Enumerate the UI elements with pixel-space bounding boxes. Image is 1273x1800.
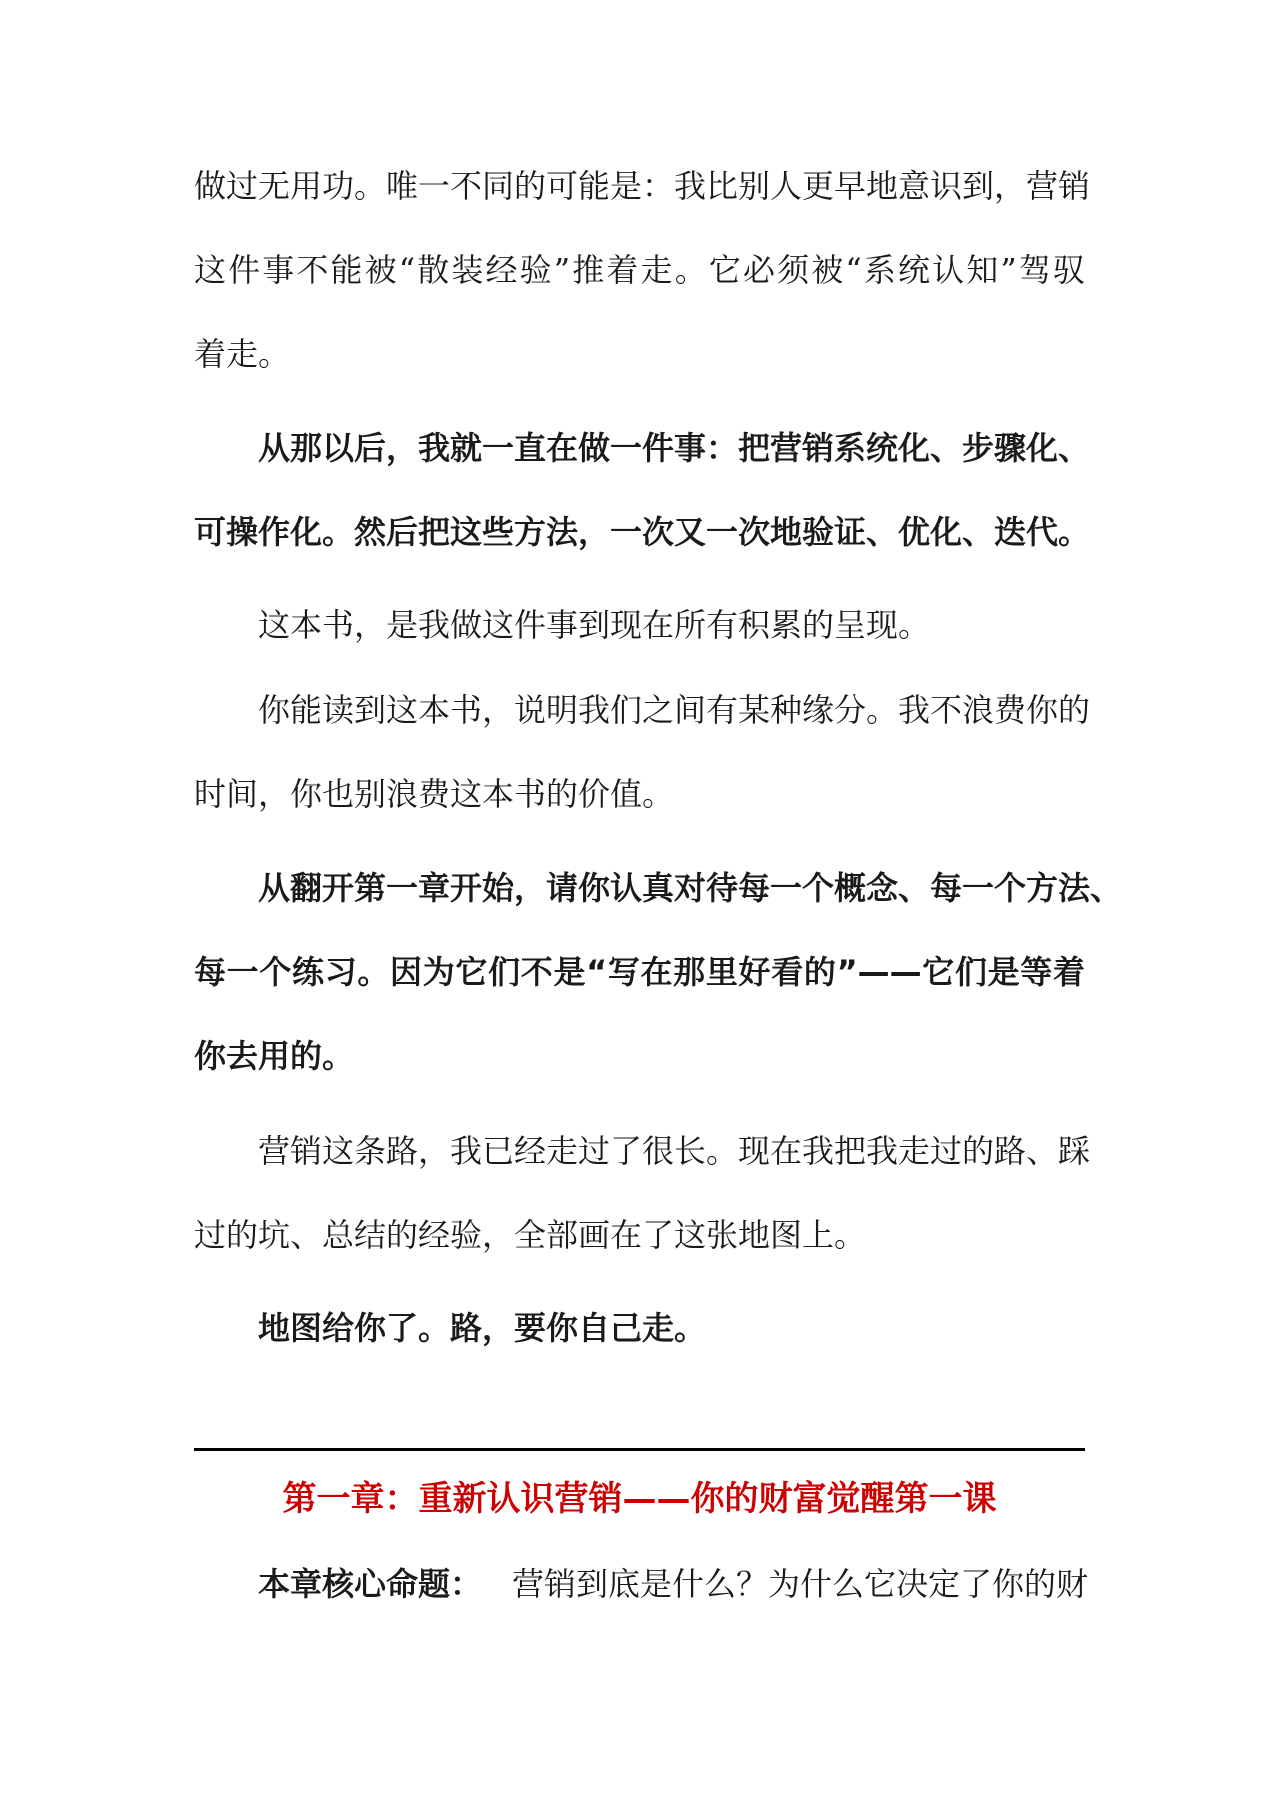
core-proposition-label: 本章核心命题： — [258, 1565, 483, 1603]
bold-text-line: 可操作化。然后把这些方法，一次又一次地验证、优化、迭代。 — [194, 513, 1091, 551]
bold-text-line: 每一个练习。因为它们不是“写在那里好看的”——它们是等着 — [194, 953, 1085, 991]
text-line: 做过无用功。唯一不同的可能是：我比别人更早地意识到，营销 — [194, 167, 1091, 205]
bold-text-line: 从那以后，我就一直在做一件事：把营销系统化、步骤化、 — [258, 429, 1091, 467]
bold-text-line: 从翻开第一章开始，请你认真对待每一个概念、每一个方法、 — [258, 869, 1123, 907]
text-line: 营销这条路，我已经走过了很长。现在我把我走过的路、踩 — [258, 1132, 1091, 1170]
core-proposition — [258, 1564, 1089, 1604]
chapter-heading: 第一章：重新认识营销——你的财富觉醒第一课 — [282, 1479, 997, 1519]
bold-text-line: 你去用的。 — [194, 1037, 355, 1075]
text-line: 这件事不能被“散装经验”推着走。它必须被“系统认知”驾驭 — [194, 251, 1085, 289]
text-line: 这本书，是我做这件事到现在所有积累的呈现。 — [258, 606, 931, 644]
core-proposition-text: 营销到底是什么？为什么它决定了你的财 — [512, 1565, 1089, 1603]
text-line: 着走。 — [194, 335, 291, 373]
text-line: 时间，你也别浪费这本书的价值。 — [194, 775, 675, 813]
text-line: 你能读到这本书，说明我们之间有某种缘分。我不浪费你的 — [258, 691, 1091, 729]
text-line: 过的坑、总结的经验，全部画在了这张地图上。 — [194, 1216, 867, 1254]
section-divider — [194, 1448, 1085, 1451]
bold-text-line: 地图给你了。路，要你自己走。 — [258, 1309, 707, 1347]
